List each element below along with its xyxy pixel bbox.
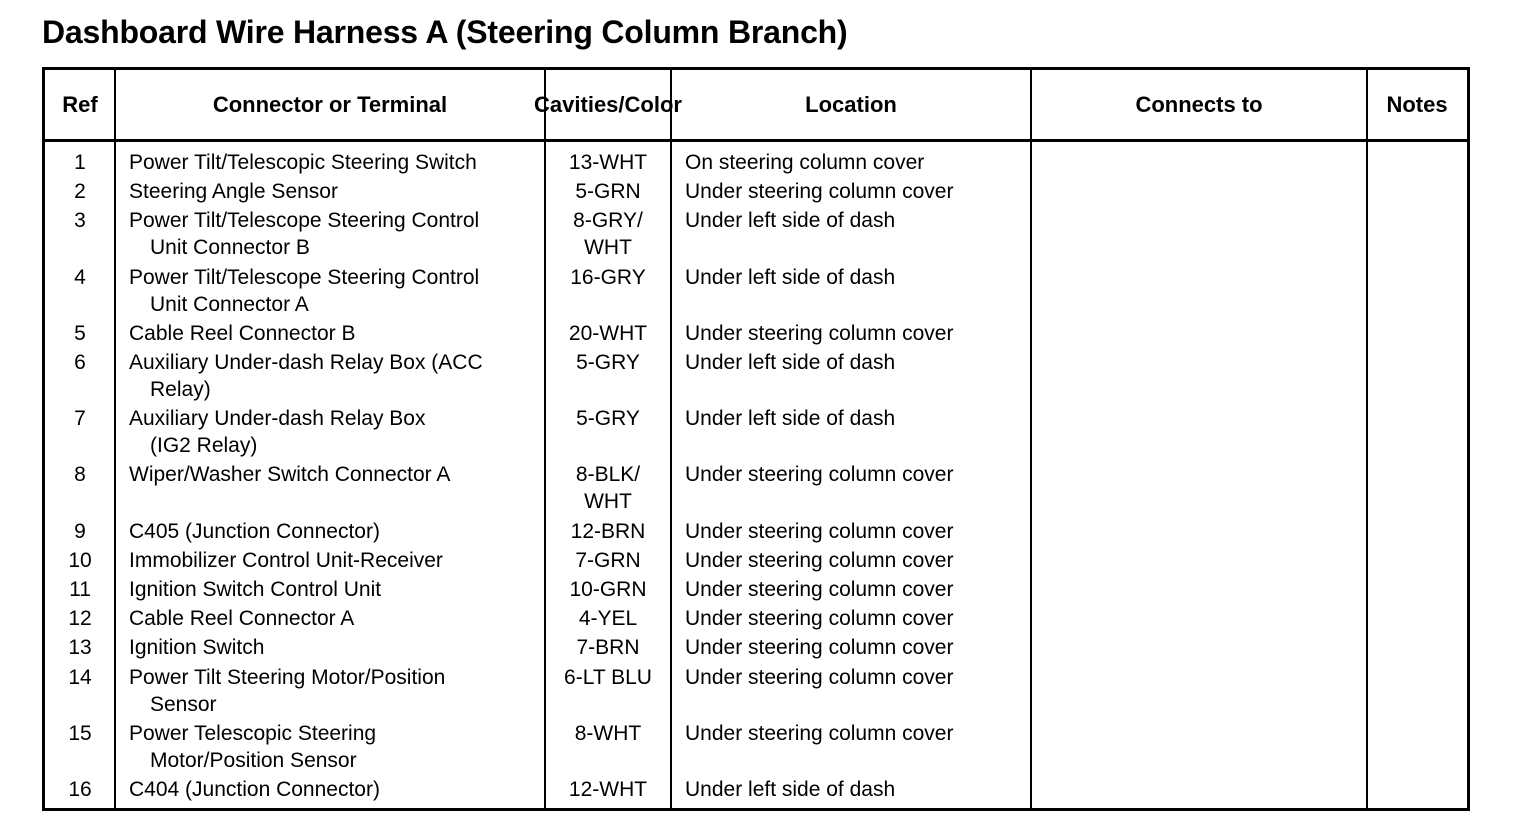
connector-text: Ignition Switch Control Unit: [129, 578, 382, 601]
connector-text: Immobilizer Control Unit-Receiver: [129, 548, 443, 572]
header-cavities: [534, 70, 682, 139]
cavities-text: 7-GRN: [575, 548, 641, 572]
connector-cell: [129, 461, 549, 488]
connector-cell: [129, 149, 549, 176]
cavities-text: 8-WHT: [574, 721, 642, 745]
cavities-cell: [545, 776, 671, 803]
connector-text: Power Telescopic Steering: [129, 721, 377, 745]
connector-text: C405 (Junction Connector): [129, 519, 380, 543]
location-cell: Under steering column cover: [685, 321, 954, 345]
connector-text: C404 (Junction Connector): [129, 778, 380, 801]
connector-cell: [129, 720, 549, 774]
connector-cell: [129, 576, 549, 603]
header-ref: Ref: [62, 92, 98, 117]
cavities-cell: [545, 664, 671, 691]
connector-text: Power Tilt/Telescope Steering Control: [129, 265, 480, 289]
header-location: Location: [805, 92, 897, 117]
cavities-cell: [545, 547, 671, 574]
cavities-text: 10-GRN: [569, 578, 647, 601]
location-cell: Under steering column cover: [685, 519, 954, 543]
cavities-text: 8-BLK/: [575, 463, 641, 487]
cavities-text: 6-LT BLU: [564, 665, 652, 689]
cavities-text: WHT: [584, 490, 632, 514]
connector-cell: [129, 664, 549, 718]
connector-text: Unit Connector A: [150, 292, 309, 316]
cavities-text: 5-GRN: [575, 180, 641, 204]
connector-cell: [129, 207, 549, 261]
connector-cell: [129, 264, 549, 318]
ref-cell: 11: [69, 578, 91, 601]
header-cavities-line2: Color: [624, 92, 682, 117]
connector-text: Steering Angle Sensor: [129, 180, 338, 204]
ref-cell: 1: [74, 151, 86, 174]
ref-cell: 4: [74, 265, 86, 289]
cavities-cell: [545, 605, 671, 632]
connector-text: Relay): [150, 378, 211, 401]
header-notes: Notes: [1386, 92, 1448, 117]
page-title: Dashboard Wire Harness A (Steering Column Branch): [42, 14, 848, 50]
connector-cell: [129, 605, 549, 632]
connector-text: Auxiliary Under-dash Relay Box: [129, 407, 426, 431]
location-cell: Under steering column cover: [685, 463, 954, 487]
cavities-cell: [545, 461, 671, 515]
location-cell: Under steering column cover: [685, 607, 954, 631]
connector-cell: [129, 349, 549, 403]
ref-cell: 9: [74, 519, 86, 543]
connector-text: Wiper/Washer Switch Connector A: [129, 463, 451, 487]
connector-cell: [129, 178, 549, 205]
connector-text: Power Tilt Steering Motor/Position: [129, 665, 446, 689]
cavities-text: WHT: [584, 236, 632, 260]
column-divider: [1366, 70, 1368, 808]
cavities-text: 12-WHT: [568, 778, 648, 801]
connector-text: Power Tilt/Telescopic Steering Switch: [129, 151, 477, 174]
cavities-text: 5-GRY: [576, 407, 640, 431]
connector-cell: [129, 320, 549, 347]
header-connector: Connector or Terminal: [212, 92, 448, 117]
location-cell: Under steering column cover: [685, 636, 954, 660]
location-cell: Under left side of dash: [685, 265, 896, 289]
ref-cell: 5: [74, 321, 86, 345]
harness-table: [42, 67, 1470, 811]
column-divider: [1030, 70, 1032, 808]
cavities-cell: [545, 178, 671, 205]
cavities-cell: [545, 634, 671, 661]
connector-text: Cable Reel Connector A: [129, 607, 355, 631]
ref-cell: 6: [74, 351, 86, 374]
cavities-text: 12-BRN: [570, 519, 646, 543]
ref-cell: 8: [74, 463, 86, 487]
location-cell: Under left side of dash: [685, 351, 896, 374]
ref-cell: 7: [74, 407, 86, 431]
ref-cell: 2: [74, 180, 86, 204]
ref-cell: 3: [74, 209, 86, 233]
cavities-cell: [545, 149, 671, 176]
cavities-text: 20-WHT: [568, 321, 648, 345]
location-cell: On steering column cover: [685, 151, 925, 174]
location-cell: Under steering column cover: [685, 548, 954, 572]
ref-cell: 10: [68, 548, 92, 572]
location-cell: Under steering column cover: [685, 180, 954, 204]
connector-text: Unit Connector B: [150, 236, 310, 260]
cavities-text: 4-YEL: [578, 607, 638, 631]
ref-cell: 13: [68, 636, 92, 660]
connector-text: Power Tilt/Telescope Steering Control: [129, 209, 480, 233]
cavities-cell: [545, 264, 671, 291]
connector-text: Auxiliary Under-dash Relay Box (ACC: [129, 351, 483, 374]
connector-text: Motor/Position Sensor: [150, 748, 357, 772]
header-cavities-line1: Cavities/: [534, 92, 625, 117]
location-cell: Under left side of dash: [685, 209, 896, 233]
connector-text: Sensor: [150, 692, 217, 716]
ref-cell: 15: [68, 721, 92, 745]
location-cell: Under steering column cover: [685, 721, 954, 745]
connector-text: (IG2 Relay): [150, 434, 258, 458]
connector-cell: [129, 518, 549, 545]
location-cell: Under left side of dash: [685, 407, 896, 431]
ref-cell: 12: [68, 607, 92, 631]
cavities-text: 8-GRY/: [573, 209, 643, 233]
ref-cell: 16: [68, 778, 92, 801]
connector-cell: [129, 776, 549, 803]
location-cell: Under steering column cover: [685, 578, 954, 601]
cavities-text: 13-WHT: [568, 151, 648, 174]
location-cell: Under left side of dash: [685, 778, 896, 801]
connector-cell: [129, 547, 549, 574]
cavities-cell: [545, 349, 671, 376]
cavities-text: 7-BRN: [576, 636, 640, 660]
cavities-cell: [545, 720, 671, 747]
header-connects-to: Connects to: [1135, 92, 1263, 117]
cavities-cell: [545, 518, 671, 545]
header-divider: [45, 139, 1467, 142]
ref-cell: 14: [68, 665, 92, 689]
cavities-cell: [545, 320, 671, 347]
cavities-cell: [545, 207, 671, 261]
connector-cell: [129, 405, 549, 459]
cavities-text: 5-GRY: [576, 351, 640, 374]
connector-text: Cable Reel Connector B: [129, 321, 356, 345]
cavities-cell: [545, 405, 671, 432]
cavities-text: 16-GRY: [570, 265, 646, 289]
connector-cell: [129, 634, 549, 661]
location-cell: Under steering column cover: [685, 665, 954, 689]
cavities-cell: [545, 576, 671, 603]
connector-text: Ignition Switch: [129, 636, 265, 660]
